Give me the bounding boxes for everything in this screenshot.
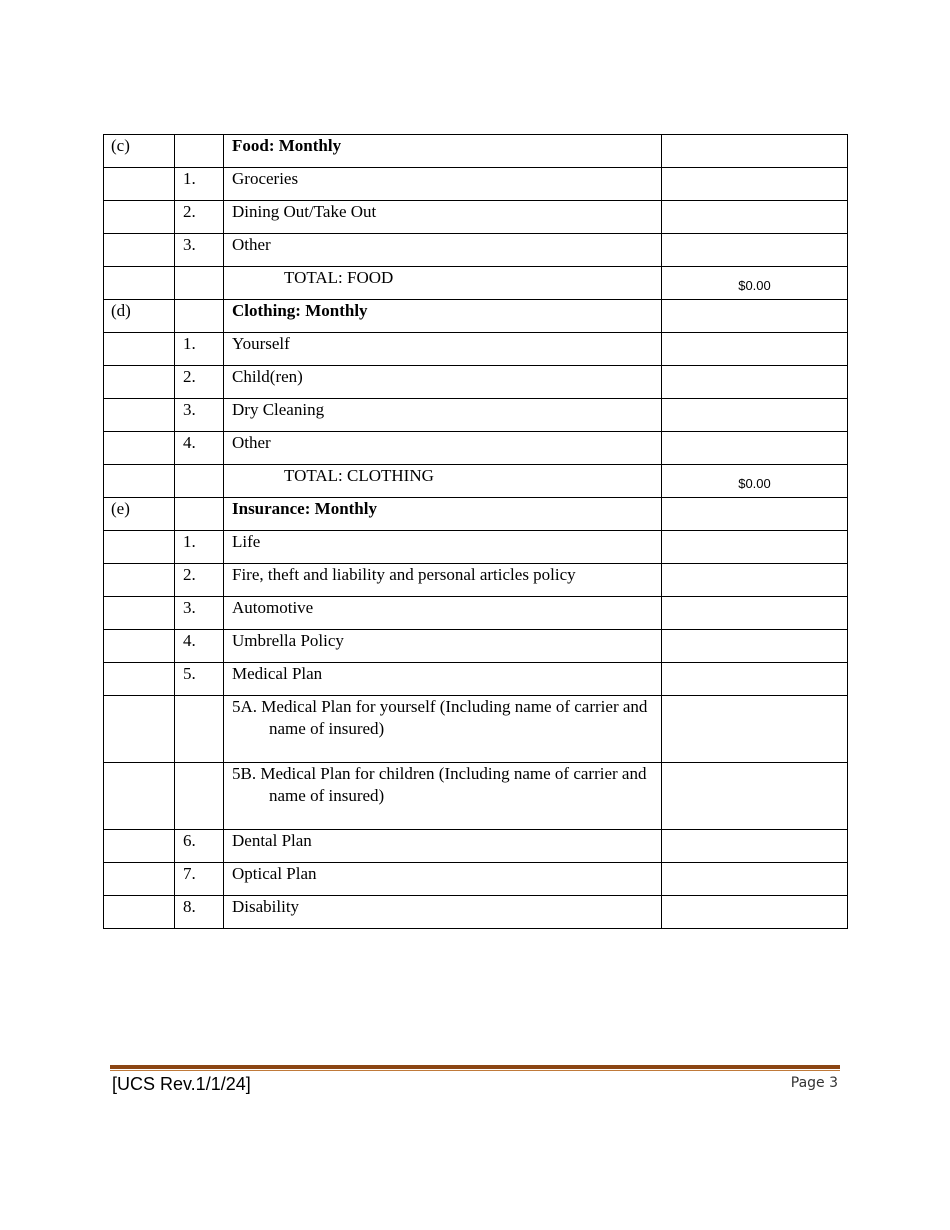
amount-cell[interactable] xyxy=(662,432,848,465)
item-number: 3. xyxy=(175,234,224,267)
item-label: Other xyxy=(224,432,662,465)
item-label: Dental Plan xyxy=(224,830,662,863)
item-number: 2. xyxy=(175,366,224,399)
amount-cell[interactable] xyxy=(662,201,848,234)
table-row xyxy=(104,763,848,830)
table-row xyxy=(104,531,848,564)
section-heading: Food: Monthly xyxy=(224,135,662,168)
amount-cell[interactable] xyxy=(662,763,848,830)
item-number: 2. xyxy=(175,564,224,597)
table-row xyxy=(104,432,848,465)
item-number: 8. xyxy=(175,896,224,929)
section-header-clothing xyxy=(104,300,848,333)
table-row xyxy=(104,399,848,432)
total-row-clothing xyxy=(104,465,848,498)
item-label: Child(ren) xyxy=(224,366,662,399)
item-label: Dry Cleaning xyxy=(224,399,662,432)
amount-cell[interactable] xyxy=(662,366,848,399)
item-number: 1. xyxy=(175,168,224,201)
section-heading: Clothing: Monthly xyxy=(224,300,662,333)
table-row xyxy=(104,696,848,763)
section-header-food xyxy=(104,135,848,168)
item-label: Optical Plan xyxy=(224,863,662,896)
item-label: Automotive xyxy=(224,597,662,630)
footer-divider xyxy=(110,1065,840,1069)
item-label: Medical Plan xyxy=(224,663,662,696)
total-label: TOTAL: FOOD xyxy=(284,268,394,287)
amount-cell[interactable] xyxy=(662,830,848,863)
item-number: 6. xyxy=(175,830,224,863)
amount-cell[interactable] xyxy=(662,696,848,763)
table-row xyxy=(104,630,848,663)
table-row xyxy=(104,564,848,597)
item-label: Fire, theft and liability and personal articles policy xyxy=(224,564,662,597)
item-label: Other xyxy=(224,234,662,267)
item-label: Groceries xyxy=(224,168,662,201)
item-number: 2. xyxy=(175,201,224,234)
table-row xyxy=(104,896,848,929)
item-label: 5A. Medical Plan for yourself (Including name of carrier and name of insured) xyxy=(232,697,648,738)
amount-cell[interactable] xyxy=(662,597,848,630)
item-number: 3. xyxy=(175,399,224,432)
amount-cell[interactable] xyxy=(662,168,848,201)
amount-cell[interactable] xyxy=(662,399,848,432)
item-number: 5. xyxy=(175,663,224,696)
table-row xyxy=(104,366,848,399)
footer-divider-thin xyxy=(110,1070,840,1071)
item-number: 4. xyxy=(175,630,224,663)
total-value: $0.00 xyxy=(738,278,771,293)
total-row-food xyxy=(104,267,848,300)
amount-cell[interactable] xyxy=(662,663,848,696)
item-label: Disability xyxy=(224,896,662,929)
table-row xyxy=(104,663,848,696)
amount-cell[interactable] xyxy=(662,498,848,531)
amount-cell[interactable] xyxy=(662,300,848,333)
item-number: 1. xyxy=(175,333,224,366)
item-label: Life xyxy=(224,531,662,564)
amount-cell[interactable] xyxy=(662,564,848,597)
item-number xyxy=(175,135,224,168)
amount-cell[interactable] xyxy=(662,135,848,168)
revision-label: [UCS Rev.1/1/24] xyxy=(112,1074,251,1094)
amount-cell[interactable] xyxy=(662,630,848,663)
section-letter: (c) xyxy=(104,135,175,168)
item-number: 3. xyxy=(175,597,224,630)
table-row xyxy=(104,168,848,201)
amount-cell[interactable] xyxy=(662,234,848,267)
table-row xyxy=(104,830,848,863)
item-label: 5B. Medical Plan for children (Including name of carrier and name of insured) xyxy=(232,764,647,805)
table-row xyxy=(104,234,848,267)
item-number: 7. xyxy=(175,863,224,896)
expense-table xyxy=(103,134,848,929)
table-row xyxy=(104,333,848,366)
item-label: Yourself xyxy=(224,333,662,366)
amount-cell[interactable] xyxy=(662,896,848,929)
section-heading: Insurance: Monthly xyxy=(224,498,662,531)
table-row xyxy=(104,597,848,630)
amount-cell[interactable] xyxy=(662,531,848,564)
amount-cell[interactable] xyxy=(662,333,848,366)
item-label: Dining Out/Take Out xyxy=(224,201,662,234)
amount-cell[interactable] xyxy=(662,863,848,896)
section-header-insurance xyxy=(104,498,848,531)
item-number: 1. xyxy=(175,531,224,564)
total-label: TOTAL: CLOTHING xyxy=(284,466,434,485)
table-row xyxy=(104,863,848,896)
item-number: 4. xyxy=(175,432,224,465)
item-number xyxy=(175,763,224,830)
page-number: Page 3 xyxy=(790,1075,838,1091)
table-row xyxy=(104,201,848,234)
section-letter: (d) xyxy=(104,300,175,333)
total-value: $0.00 xyxy=(738,476,771,491)
section-letter: (e) xyxy=(104,498,175,531)
item-number xyxy=(175,696,224,763)
item-label: Umbrella Policy xyxy=(224,630,662,663)
